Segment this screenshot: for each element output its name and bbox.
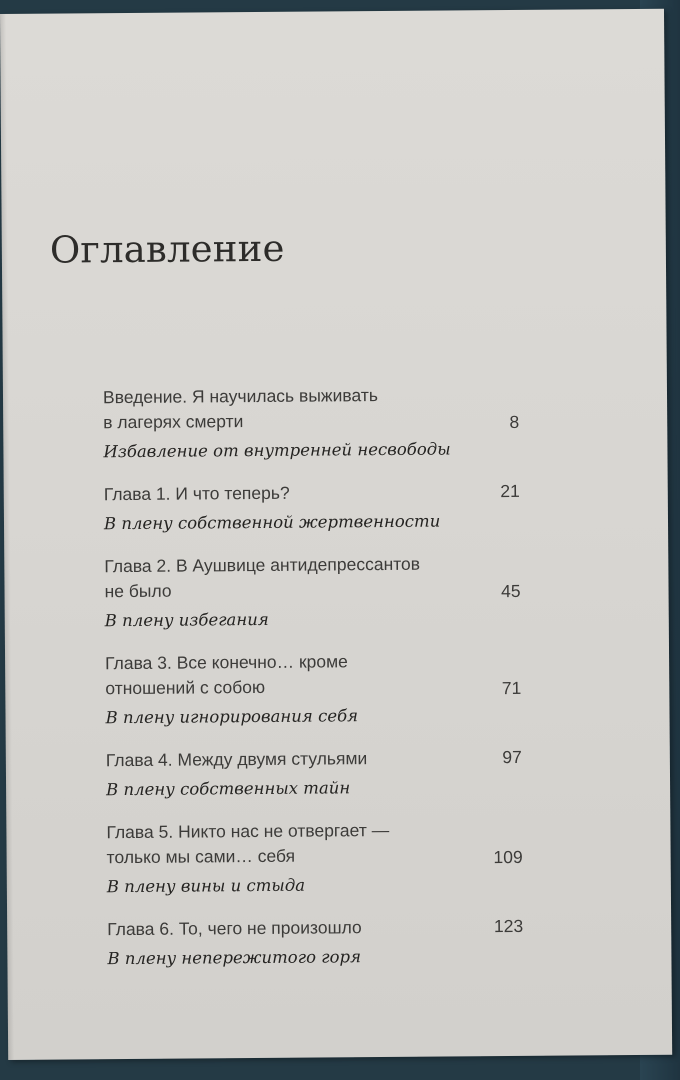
toc-entry-chapter-4 — [106, 745, 526, 803]
page-number: 97 — [502, 746, 522, 768]
toc-entry-chapter-5 — [106, 817, 527, 900]
entry-title-line: Глава 6. То, чего не произошло — [107, 917, 362, 940]
entry-title-line: не было — [104, 580, 172, 602]
entry-subtitle: В плену непережитого горя — [107, 947, 362, 969]
entry-title-line: Глава 4. Между двумя стульями — [105, 748, 368, 771]
toc-entry-chapter-3 — [105, 648, 526, 731]
page-number: 45 — [501, 580, 521, 602]
entry-title-line: Глава 5. Никто нас не отвергает — — [106, 819, 390, 843]
entry-title-line: только мы сами… себя — [106, 845, 296, 868]
page-title: Оглавление — [49, 226, 285, 272]
table-of-contents — [103, 382, 528, 972]
page-number: 71 — [501, 677, 522, 699]
page-number: 8 — [509, 411, 520, 433]
toc-entry-introduction — [103, 382, 524, 465]
entry-subtitle: Избавление от внутренней несвободы — [103, 439, 451, 462]
entry-subtitle: В плену вины и стыда — [106, 875, 306, 897]
entry-title-line: в лагерях смерти — [103, 411, 244, 433]
entry-subtitle: В плену игнорирования себя — [105, 706, 359, 728]
entry-title-line: Глава 1. И что теперь? — [103, 482, 290, 505]
book-page — [0, 9, 672, 1060]
entry-title-line: отношений с собою — [105, 676, 266, 699]
entry-subtitle: В плену избегания — [104, 609, 269, 631]
entry-subtitle: В плену собственной жертвенности — [103, 511, 441, 534]
page-number: 123 — [493, 915, 524, 937]
entry-title-line: Глава 3. Все конечно… кроме — [105, 651, 348, 674]
page-number: 21 — [500, 480, 520, 502]
toc-entry-chapter-1 — [104, 479, 524, 537]
toc-entry-chapter-6 — [107, 914, 527, 972]
toc-entry-chapter-2 — [104, 551, 525, 634]
entry-title-line: Введение. Я научилась выживать — [102, 385, 379, 408]
page-gutter-shadow — [0, 14, 14, 1060]
page-number: 109 — [493, 846, 523, 868]
entry-subtitle: В плену собственных тайн — [106, 778, 351, 800]
entry-title-line: Глава 2. В Аушвице антидепрессантов — [104, 553, 421, 577]
